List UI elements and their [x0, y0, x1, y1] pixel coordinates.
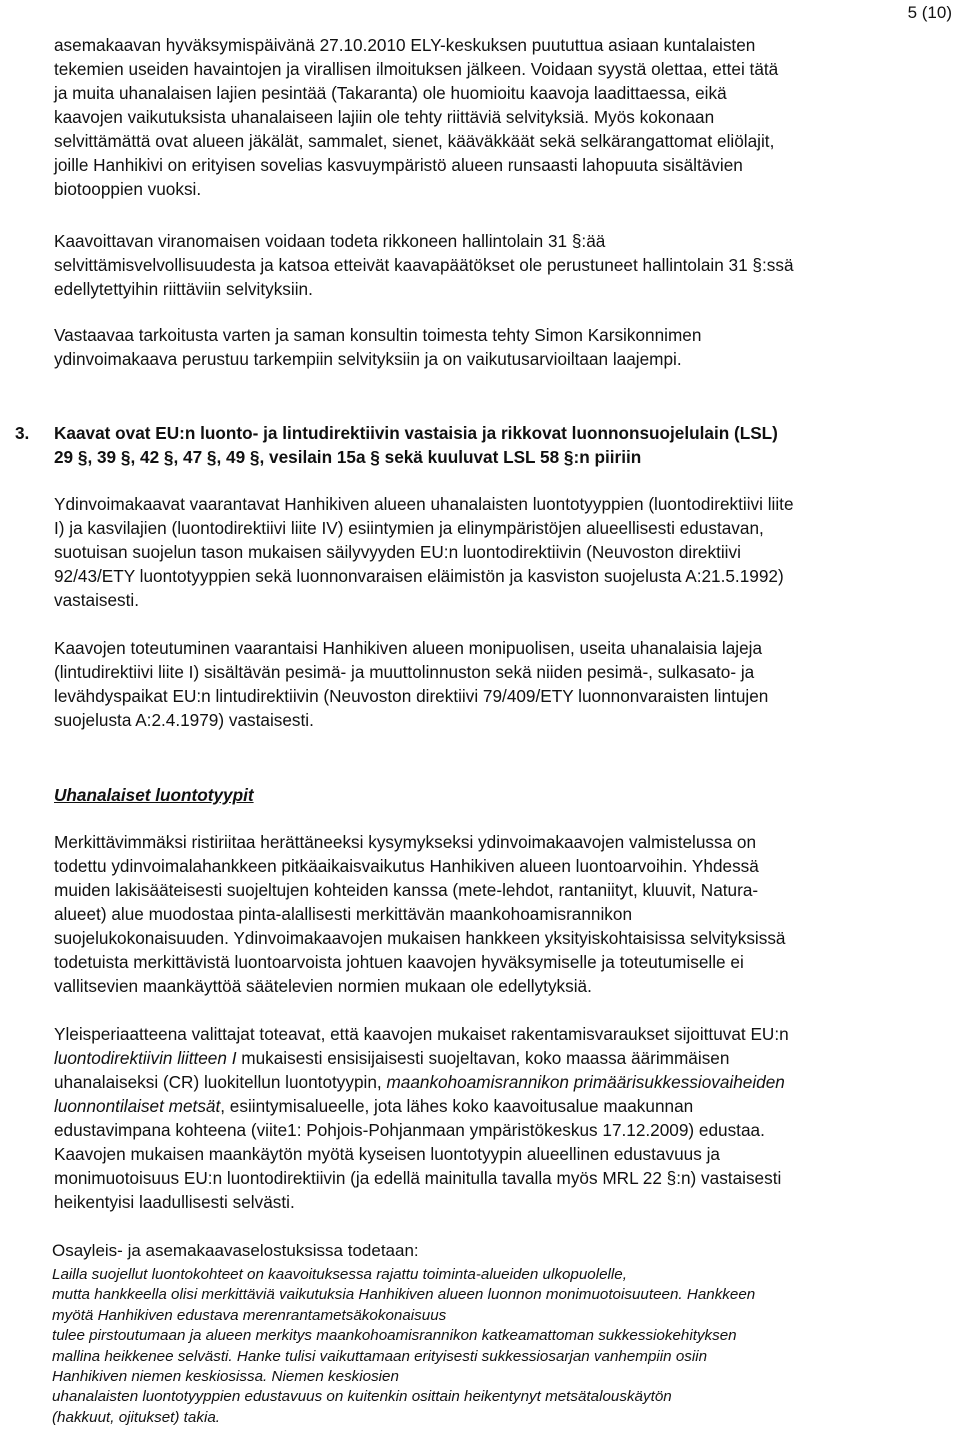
quote-line: mallina heikkenee selvästi. Hanke tulisi vaikuttamaan erityisesti sukkessiosarjan vanhempiin osiin	[52, 1347, 708, 1365]
text-fragment: uhanalaiseksi (CR) luokitellun luontotyypin,	[54, 1072, 387, 1092]
quote-line: uhanalaisten luontotyyppien edustavuus on kuitenkin osittain heikentynyt metsätalouskäytön	[52, 1388, 672, 1406]
quoted-passage	[52, 1265, 957, 1428]
text-line: ja muita uhanalaisen lajien pesintää (Takaranta) ole huomioitu kaavoja laadittaessa, eikä	[54, 83, 727, 103]
text-line: ydinvoimakaava perustuu tarkempiin selvityksiin ja on vaikutusarvioiltaan laajempi.	[54, 349, 682, 369]
text-fragment: , esiintymisalueelle, jota lähes koko kaavoitusalue maakunnan	[220, 1096, 694, 1116]
text-line: Merkittävimmäksi ristiriitaa herättäneeksi kysymykseksi ydinvoimakaavojen valmistelussa on	[54, 832, 757, 852]
text-line: selvittämättä ovat alueen jäkälät, sammalet, sienet, kääväkkäät sekä selkärangattomat eliölajit,	[54, 131, 775, 151]
text-line: tekemien useiden havaintojen ja virallisen ilmoituksen jälkeen. Voidaan syystä olettaa, ettei tätä	[54, 59, 779, 79]
text-line: suojelusta A:2.4.1979) vastaisesti.	[54, 710, 314, 730]
text-line: heikentyisi laadullisesti selvästi.	[54, 1192, 295, 1212]
text-line	[54, 1094, 954, 1118]
text-line: Kaavojen mukaisen maankäytön myötä kyseisen luontotyypin alueellinen edustavuus ja	[54, 1144, 720, 1164]
text-line: monimuotoisuus EU:n luontodirektiivin (ja edellä mainitulla tavalla myös MRL 22 §:n) vastaisesti	[54, 1168, 782, 1188]
subheading-endangered-habitats: Uhanalaiset luontotyypit	[54, 785, 254, 805]
section-title-line: 29 §, 39 §, 42 §, 47 §, 49 §, vesilain 15a § sekä kuuluvat LSL 58 §:n piiriin	[54, 447, 642, 467]
paragraph-comparison-plan	[54, 323, 954, 371]
italic-term: luontodirektiivin liitteen I	[54, 1048, 237, 1068]
paragraph-administrative-law	[54, 229, 954, 301]
text-line: I) ja kasvilajien (luontodirektiivi liite IV) esiintymien ja elinympäristöjen alueellisesti edustavan,	[54, 518, 764, 538]
paragraph-nature-values	[54, 830, 954, 998]
paragraph-birds-directive	[54, 636, 954, 732]
quote-line: Lailla suojellut luontokohteet on kaavoituksessa rajattu toiminta-alueiden ulkopuolelle,	[52, 1266, 627, 1283]
text-line: kaavojen vaikutuksista uhanalaiseen lajiin ole tehty riittäviä selvityksiä. Myös kokonaan	[54, 107, 715, 127]
text-line: vastaisesti.	[54, 590, 140, 610]
text-line: levähdyspaikat EU:n lintudirektiivin (Neuvoston direktiivi 79/409/ETY luonnonvaraisten lintujen	[54, 686, 769, 706]
quote-line: myötä Hanhikiven edustava merenrantametsäkokonaisuus	[52, 1306, 447, 1324]
text-line: vallitsevien maankäyttöä säätelevien normien mukaan ole edellytyksiä.	[54, 976, 592, 996]
text-line: todettu ydinvoimalahankkeen pitkäaikaisvaikutus Hanhikiven alueen luontoarvoihin. Yhdessä	[54, 856, 759, 876]
quote-intro: Osayleis- ja asemakaavaselostuksissa todetaan:	[52, 1241, 419, 1260]
quote-line: Hanhikiven niemen keskiosissa. Niemen keskiosien	[52, 1368, 399, 1386]
paragraph-habitats-directive	[54, 492, 954, 612]
paragraph-habitat-surveys	[54, 33, 954, 201]
section-heading-3	[15, 421, 955, 469]
text-line	[54, 1046, 954, 1070]
text-line	[54, 1070, 954, 1094]
text-line: Yleisperiaatteena valittajat toteavat, että kaavojen mukaiset rakentamisvaraukset sijoittuvat EU:n	[54, 1024, 789, 1044]
text-line: suotuisan suojelun tason mukaisen säilyvyyden EU:n luontodirektiivin (Neuvoston direktiivi	[54, 542, 741, 562]
text-line: Vastaavaa tarkoitusta varten ja saman konsultin toimesta tehty Simon Karsikonnimen	[54, 325, 702, 345]
text-line: edustavimpana kohteena (viite1: Pohjois-Pohjanmaan ympäristökeskus 17.12.2009) edustaa.	[54, 1120, 765, 1140]
text-line: Kaavoittavan viranomaisen voidaan todeta rikkoneen hallintolain 31 §:ää	[54, 231, 606, 251]
text-line: suojelukokonaisuuden. Ydinvoimakaavojen mukaisen hankkeen yksityiskohtaisissa selvityksissä	[54, 928, 786, 948]
text-line: biotooppien vuoksi.	[54, 179, 202, 199]
paragraph-general-principle	[54, 1022, 954, 1214]
italic-term: luonnontilaiset metsät	[54, 1096, 221, 1116]
text-line: edellytettyihin riittäviin selvityksiin.	[54, 279, 313, 299]
quote-line: tulee pirstoutumaan ja alueen merkitys maankohoamisrannikon katkeamattoman sukkessiokehityksen	[52, 1327, 737, 1345]
text-line: alueet) alue muodostaa pinta-alallisesti merkittävän maankohoamisrannikon	[54, 904, 633, 924]
text-line: asemakaavan hyväksymispäivänä 27.10.2010 ELY-keskuksen puututtua asiaan kuntalaisten	[54, 35, 756, 55]
text-line: (lintudirektiivi liite I) sisältävän pesimä- ja muuttolinnuston sekä niiden pesimä-, sulkasato- ja	[54, 662, 755, 682]
text-line: joille Hanhikivi on erityisen sovelias kasvuympäristö alueen runsaasti lahopuuta sisältävien	[54, 155, 743, 175]
section-title-line: Kaavat ovat EU:n luonto- ja lintudirektiivin vastaisia ja rikkovat luonnonsuojelulain (LSL)	[54, 423, 778, 443]
text-line: Ydinvoimakaavat vaarantavat Hanhikiven alueen uhanalaisten luontotyyppien (luontodirektiivi liite	[54, 494, 794, 514]
text-line: muiden lakisääteisesti suojeltujen kohteiden kanssa (mete-lehdot, rantaniityt, kluuvit, Natura-	[54, 880, 759, 900]
quote-line: (hakkuut, ojitukset) takia.	[52, 1408, 220, 1426]
text-fragment: mukaisesti ensisijaisesti suojeltavan, koko maassa äärimmäisen	[236, 1048, 730, 1068]
text-line: Kaavojen toteutuminen vaarantaisi Hanhikiven alueen monipuolisen, useita uhanalaisia lajeja	[54, 638, 763, 658]
quote-line: mutta hankkeella olisi merkittäviä vaikutuksia Hanhikiven alueen luonnon monimuotoisuuteen. Hankkeen	[52, 1286, 756, 1304]
text-line: todetuista merkittävistä luontoarvoista johtuen kaavojen hyväksymiselle ja toteutumiselle ei	[54, 952, 744, 972]
italic-term: maankohoamisrannikon primäärisukkessiovaiheiden	[386, 1072, 785, 1092]
section-number: 3.	[15, 423, 30, 443]
text-line: selvittämisvelvollisuudesta ja katsoa etteivät kaavapäätökset ole perustuneet hallintolain 31 §:ssä	[54, 255, 794, 275]
page-number: 5 (10)	[907, 3, 952, 22]
text-line: 92/43/ETY luontotyyppien sekä luonnonvaraisen eläimistön ja kasviston suojelusta A:21.5.1992)	[54, 566, 784, 586]
